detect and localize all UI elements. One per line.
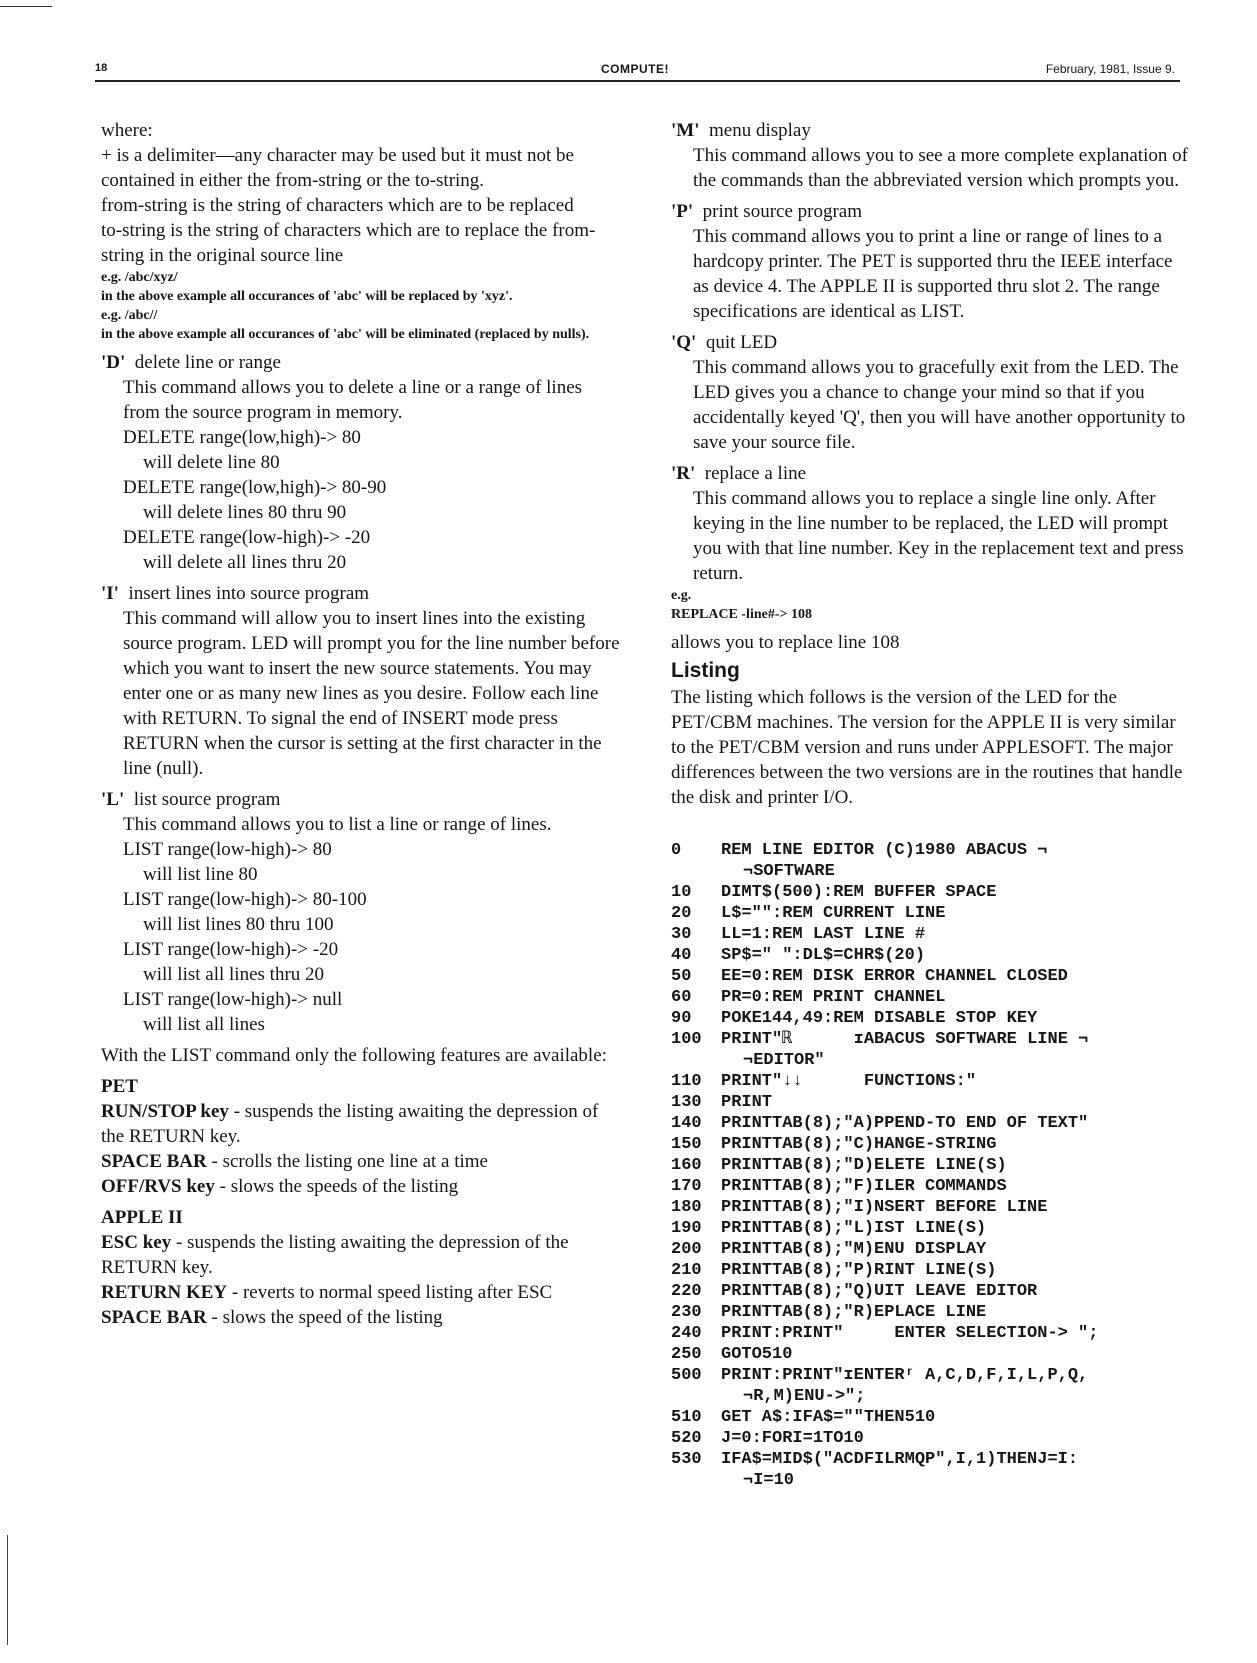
code-line-number: 130 [671, 1093, 702, 1112]
apple-title: APPLE II [101, 1207, 183, 1228]
where-label: where: [101, 120, 153, 141]
list-example-4: LIST range(low-high)-> null [123, 989, 343, 1010]
list-example-2-note: will list lines 80 thru 100 [143, 914, 334, 935]
code-line-text: DIMT$(500):REM BUFFER SPACE [721, 883, 997, 902]
print-heading: 'P' print source program [671, 201, 863, 222]
list-example-3-note: will list all lines thru 20 [143, 964, 325, 985]
code-line [671, 1155, 1191, 1176]
code-line-number: 180 [671, 1198, 702, 1217]
code-line-text: PRINTTAB(8);"R)EPLACE LINE [721, 1303, 987, 1322]
print-desc: This command allows you to print a line or range of lines to a hardcopy printer. The PET is supported thru the IEEE interface as device 4. The APPLE II is supported thru slot 2. The range specifications are identical as LIST. [693, 226, 1173, 322]
code-line [671, 1092, 1191, 1113]
code-line-text: PRINTTAB(8);"F)ILER COMMANDS [721, 1177, 1007, 1196]
code-line-number: 210 [671, 1261, 702, 1280]
code-line [671, 1323, 1191, 1344]
list-example-4-note: will list all lines [143, 1014, 265, 1035]
code-line-number: 240 [671, 1324, 702, 1343]
from-string-desc: from-string is the string of characters which are to be replaced [101, 195, 574, 216]
listing-title: Listing [671, 659, 740, 682]
list-example-1: LIST range(low-high)-> 80 [123, 839, 332, 860]
code-line [671, 945, 1191, 966]
code-line-number: 110 [671, 1072, 702, 1091]
code-line-text: PRINTTAB(8);"I)NSERT BEFORE LINE [721, 1198, 1048, 1217]
delete-example-3-note: will delete all lines thru 20 [143, 552, 347, 573]
code-line-text: POKE144,49:REM DISABLE STOP KEY [721, 1009, 1038, 1028]
pet-off-rvs: OFF/RVS key - slows the speeds of the listing [101, 1176, 459, 1197]
code-line-number: 250 [671, 1345, 702, 1364]
code-line [671, 1239, 1191, 1260]
code-line-text: PRINT"↓↓ FUNCTIONS:" [721, 1072, 977, 1091]
code-line [671, 1365, 1191, 1386]
code-line-text: SP$=" ":DL$=CHR$(20) [721, 946, 926, 965]
code-line-continuation: ¬I=10 [743, 1471, 795, 1490]
code-line-number: 200 [671, 1240, 702, 1259]
menu-heading: 'M' menu display [671, 120, 811, 141]
pet-run-stop: RUN/STOP key - suspends the listing awaiting the depression of the RETURN key. [101, 1101, 599, 1147]
code-line [671, 1407, 1191, 1428]
code-line-number: 10 [671, 883, 692, 902]
example-1: e.g. /abc/xyz/ [101, 270, 178, 285]
code-line [671, 1134, 1191, 1155]
code-line [671, 1428, 1191, 1449]
margin-line [7, 1535, 8, 1645]
corner-crop-mark [0, 6, 52, 7]
code-line [671, 1176, 1191, 1197]
quit-heading: 'Q' quit LED [671, 332, 778, 353]
listing-desc: The listing which follows is the version of the LED for the PET/CBM machines. The version for the APPLE II is very similar to the PET/CBM version and runs under APPLESOFT. The major differences between the two versions are in the routines that handle the disk and printer I/O. [671, 687, 1183, 808]
code-line-number: 500 [671, 1366, 702, 1385]
code-line-text: PRINTTAB(8);"L)IST LINE(S) [721, 1219, 987, 1238]
code-line-text: PRINTTAB(8);"Q)UIT LEAVE EDITOR [721, 1282, 1038, 1301]
left-column [101, 118, 621, 1330]
replace-eg-line: REPLACE -line#-> 108 [671, 607, 812, 622]
code-line-text: PRINTTAB(8);"P)RINT LINE(S) [721, 1261, 997, 1280]
apple-return: RETURN KEY - reverts to normal speed listing after ESC [101, 1282, 553, 1303]
code-line-number: 230 [671, 1303, 702, 1322]
quit-desc: This command allows you to gracefully exit from the LED. The LED gives you a chance to change your mind so that if you accidentally keyed 'Q', then you will have another opportunity to save your source file. [693, 357, 1186, 453]
code-line [671, 966, 1191, 987]
to-string-desc: to-string is the string of characters which are to replace the from-string in the original source line [101, 220, 596, 266]
replace-eg-note: allows you to replace line 108 [671, 632, 900, 653]
code-line [671, 1113, 1191, 1134]
insert-heading: 'I' insert lines into source program [101, 583, 370, 604]
code-line-number: 40 [671, 946, 692, 965]
code-line [671, 1008, 1191, 1029]
code-listing [671, 840, 1191, 1491]
apple-space-bar: SPACE BAR - slows the speed of the listing [101, 1307, 443, 1328]
code-line-text: L$="":REM CURRENT LINE [721, 904, 946, 923]
pet-space-bar: SPACE BAR - scrolls the listing one line at a time [101, 1151, 488, 1172]
code-line [671, 1302, 1191, 1323]
code-line-text: PRINT:PRINT"ɪENTERʳ A,C,D,F,I,L,P,Q, [721, 1366, 1089, 1385]
code-line-number: 220 [671, 1282, 702, 1301]
delete-example-2: DELETE range(low,high)-> 80-90 [123, 477, 387, 498]
list-example-2: LIST range(low-high)-> 80-100 [123, 889, 367, 910]
example-2-note: in the above example all occurances of 'abc' will be eliminated (replaced by nulls). [101, 327, 590, 342]
code-line [671, 1218, 1191, 1239]
example-1-note: in the above example all occurances of 'abc' will be replaced by 'xyz'. [101, 289, 513, 304]
example-2: e.g. /abc// [101, 308, 158, 323]
delimiter-desc: + is a delimiter—any character may be used but it must not be contained in either the from-string or the to-string. [101, 145, 574, 191]
code-line-continuation: ¬EDITOR" [743, 1051, 825, 1070]
code-line-text: GET A$:IFA$=""THEN510 [721, 1408, 936, 1427]
list-example-1-note: will list line 80 [143, 864, 258, 885]
replace-eg-label: e.g. [671, 588, 692, 603]
code-line-number: 170 [671, 1177, 702, 1196]
code-line-number: 20 [671, 904, 692, 923]
delete-example-3: DELETE range(low-high)-> -20 [123, 527, 371, 548]
code-line-number: 190 [671, 1219, 702, 1238]
code-line [671, 987, 1191, 1008]
list-example-3: LIST range(low-high)-> -20 [123, 939, 339, 960]
code-line-text: PRINTTAB(8);"D)ELETE LINE(S) [721, 1156, 1007, 1175]
delete-example-1-note: will delete line 80 [143, 452, 280, 473]
magazine-title: COMPUTE! [601, 62, 669, 76]
code-line [671, 924, 1191, 945]
menu-desc: This command allows you to see a more complete explanation of the commands than the abbreviated version which prompts you. [693, 145, 1188, 191]
code-line-number: 30 [671, 925, 692, 944]
code-line-number: 100 [671, 1030, 702, 1049]
list-heading: 'L' list source program [101, 789, 281, 810]
code-line-number: 90 [671, 1009, 692, 1028]
insert-desc: This command will allow you to insert lines into the existing source program. LED will prompt you for the line number before which you want to insert the new source statements. You may enter one or as many new lines as you desire. Follow each line with RETURN. To signal the end of INSERT mode press RETURN when the cursor is setting at the first character in the line (null). [123, 608, 620, 779]
code-line-text: PR=0:REM PRINT CHANNEL [721, 988, 946, 1007]
delete-example-1: DELETE range(low,high)-> 80 [123, 427, 361, 448]
code-line-text: IFA$=MID$("ACDFILRMQP",I,1)THENJ=I: [721, 1450, 1079, 1469]
code-line-number: 520 [671, 1429, 702, 1448]
replace-heading: 'R' replace a line [671, 463, 807, 484]
code-line-number: 60 [671, 988, 692, 1007]
code-line-continuation: ¬SOFTWARE [743, 862, 835, 881]
pet-title: PET [101, 1076, 138, 1097]
code-line-number: 530 [671, 1450, 702, 1469]
header-rule [95, 80, 1180, 82]
code-line-text: PRINT:PRINT" ENTER SELECTION-> "; [721, 1324, 1099, 1343]
code-line-text: EE=0:REM DISK ERROR CHANNEL CLOSED [721, 967, 1068, 986]
code-line [671, 1344, 1191, 1365]
code-line-text: LL=1:REM LAST LINE # [721, 925, 926, 944]
list-features: With the LIST command only the following features are available: [101, 1045, 607, 1066]
code-line [671, 1449, 1191, 1470]
replace-desc: This command allows you to replace a single line only. After keying in the line number to be replaced, the LED will prompt you with that line number. Key in the replacement text and press return. [693, 488, 1184, 584]
code-line-text: PRINTTAB(8);"A)PPEND-TO END OF TEXT" [721, 1114, 1089, 1133]
delete-desc: This command allows you to delete a line or a range of lines from the source program in memory. [123, 377, 583, 423]
right-column [671, 118, 1191, 1491]
code-line [671, 1260, 1191, 1281]
code-line [671, 840, 1191, 861]
code-line [671, 882, 1191, 903]
code-line-number: 50 [671, 967, 692, 986]
code-line-text: J=0:FORI=1TO10 [721, 1429, 864, 1448]
code-line-text: PRINT [721, 1093, 773, 1112]
code-line-text: REM LINE EDITOR (C)1980 ABACUS ¬ [721, 841, 1048, 860]
code-line [671, 1197, 1191, 1218]
code-line-number: 140 [671, 1114, 702, 1133]
issue-date: February, 1981, Issue 9. [1045, 62, 1175, 76]
code-line-text: PRINT"ℝ ɪABACUS SOFTWARE LINE ¬ [721, 1030, 1089, 1049]
code-line-number: 150 [671, 1135, 702, 1154]
code-line-text: GOTO510 [721, 1345, 793, 1364]
code-line [671, 903, 1191, 924]
page-header [95, 56, 1175, 80]
code-line-number: 510 [671, 1408, 702, 1427]
code-line-number: 0 [671, 841, 682, 860]
code-line-continuation: ¬R,M)ENU->"; [743, 1387, 866, 1406]
delete-example-2-note: will delete lines 80 thru 90 [143, 502, 347, 523]
code-line [671, 1071, 1191, 1092]
apple-esc: ESC key - suspends the listing awaiting the depression of the RETURN key. [101, 1232, 569, 1278]
code-line [671, 1281, 1191, 1302]
code-line-text: PRINTTAB(8);"M)ENU DISPLAY [721, 1240, 987, 1259]
list-desc: This command allows you to list a line or range of lines. [123, 814, 552, 835]
code-line-number: 160 [671, 1156, 702, 1175]
page-number: 18 [95, 62, 108, 74]
code-line-text: PRINTTAB(8);"C)HANGE-STRING [721, 1135, 997, 1154]
code-line [671, 1029, 1191, 1050]
delete-heading: 'D' delete line or range [101, 352, 281, 373]
